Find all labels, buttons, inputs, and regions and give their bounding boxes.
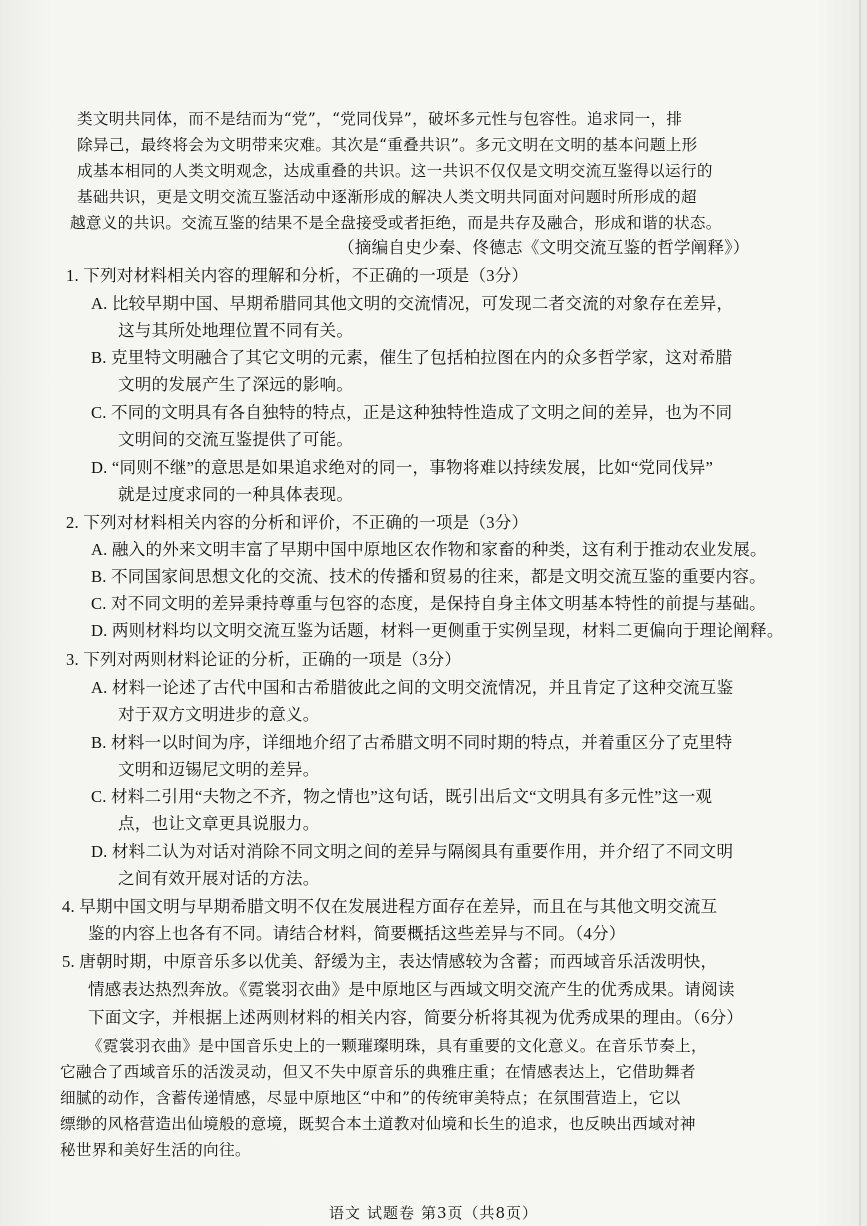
- q3-option-b: B. 材料一以时间为序，详细地介绍了古希腊文明不同时期的特点，并着重区分了克里特: [91, 733, 733, 752]
- question-5-line: 下面文字，并根据上述两则材料的相关内容，简要分析将其视为优秀成果的理由。（6分）: [88, 1008, 744, 1027]
- q5-passage-line: 缥缈的风格营造出仙境般的意境，既契合本土道教对仙境和长生的追求，也反映出西域对神: [60, 1115, 696, 1133]
- question-5-line: 5. 唐朝时期，中原音乐多以优美、舒缓为主，表达情感较为含蓄；而西域音乐活泼明快，: [62, 952, 718, 971]
- q3-option-a-cont: 对于双方文明进步的意义。: [118, 705, 320, 724]
- q3-option-c: C. 材料二引用“夫物之不齐，物之情也”这句话，既引出后文“文明具有多元性”这一观: [91, 787, 713, 806]
- passage-line: 越意义的共识。交流互鉴的结果不是全盘接受或者拒绝，而是共存及融合，形成和谐的状态。: [70, 214, 722, 232]
- q5-passage-line: 《霓裳羽衣曲》是中国音乐史上的一颗璀璨明珠，具有重要的文化意义。在音乐节奏上，: [87, 1037, 707, 1055]
- footer-page-number: 第3页（共8页）: [420, 1204, 539, 1222]
- q1-option-b-cont: 文明的发展产生了深远的影响。: [118, 375, 354, 394]
- q3-option-b-cont: 文明和迈锡尼文明的差异。: [118, 760, 320, 779]
- q5-passage-line: 细腻的动作，含蓄传递情感，尽显中原地区“中和”的传统审美特点；在氛围营造上，它以: [60, 1089, 681, 1107]
- q1-option-d-cont: 就是过度求同的一种具体表现。: [118, 485, 354, 504]
- passage-line: 类文明共同体，而不是结而为“党”，“党同伐异”，破坏多元性与包容性。追求同一，排: [77, 110, 683, 128]
- q3-option-d: D. 材料二认为对话对消除不同文明之间的差异与隔阂具有重要作用，并介绍了不同文明: [91, 842, 734, 861]
- passage-line: 除异己，最终将会为文明带来灾难。其次是“重叠共识”。多元文明在文明的基本问题上形: [77, 136, 698, 154]
- passage-line: 基础共识，更是文明交流互鉴活动中逐渐形成的解决人类文明共同面对问题时所形成的超: [77, 188, 697, 206]
- q5-passage-line: 秘世界和美好生活的向往。: [60, 1141, 251, 1159]
- q1-option-a: A. 比较早期中国、早期希腊同其他文明的交流情况，可发现二者交流的对象存在差异，: [91, 294, 734, 313]
- q3-option-a: A. 材料一论述了古代中国和古希腊彼此之间的文明交流情况，并且肯定了这种交流互鉴: [91, 678, 734, 697]
- q1-option-c-cont: 文明间的交流互鉴提供了可能。: [118, 430, 354, 449]
- q2-option-b: B. 不同国家间思想文化的交流、技术的传播和贸易的往来，都是文明交流互鉴的重要内容。: [91, 567, 766, 586]
- page-edge: [859, 0, 861, 1226]
- question-4-line: 4. 早期中国文明与早期希腊文明不仅在发展进程方面存在差异，而且在与其他文明交流互: [62, 897, 718, 916]
- q3-option-c-cont: 点，也让文章更具说服力。: [118, 814, 320, 833]
- question-1-stem: 1. 下列对材料相关内容的理解和分析，不正确的一项是（3分）: [66, 266, 529, 285]
- footer-subject: 语文: [328, 1204, 361, 1222]
- q1-option-d: D. “同则不继”的意思是如果追求绝对的同一，事物将难以持续发展，比如“党同伐异”: [91, 458, 714, 477]
- q2-option-d: D. 两则材料均以文明交流互鉴为话题，材料一更侧重于实例呈现，材料二更偏向于理论阐释。: [91, 621, 784, 640]
- q1-option-b: B. 克里特文明融合了其它文明的元素，催生了包括柏拉图在内的众多哲学家，这对希腊: [91, 348, 733, 367]
- page-footer: [0, 1203, 867, 1223]
- q1-option-c: C. 不同的文明具有各自独特的特点，正是这种独特性造成了文明之间的差异，也为不同: [91, 403, 733, 422]
- question-2-stem: 2. 下列对材料相关内容的分析和评价，不正确的一项是（3分）: [66, 513, 529, 532]
- footer-paper: 试题卷: [366, 1204, 415, 1222]
- q5-passage-line: 它融合了西域音乐的活泼灵动，但又不失中原音乐的典雅庄重；在情感表达上，它借助舞者: [60, 1063, 696, 1081]
- q1-option-a-cont: 这与其所处地理位置不同有关。: [118, 321, 354, 340]
- q2-option-c: C. 对不同文明的差异秉持尊重与包容的态度，是保持自身主体文明基本特性的前提与基础。: [91, 594, 766, 613]
- passage-line: 成基本相同的人类文明观念，达成重叠的共识。这一共识不仅仅是文明交流互鉴得以运行的: [77, 162, 713, 180]
- q2-option-a: A. 融入的外来文明丰富了早期中国中原地区农作物和家畜的种类，这有利于推动农业发展。: [91, 540, 767, 559]
- source-citation: （摘编自史少秦、佟德志《文明交流互鉴的哲学阐释》）: [338, 238, 750, 257]
- question-4-line: 鉴的内容上也各有不同。请结合材料，简要概括这些差异与不同。（4分）: [88, 924, 626, 943]
- q3-option-d-cont: 之间有效开展对话的方法。: [118, 869, 320, 888]
- question-3-stem: 3. 下列对两则材料论证的分析，正确的一项是（3分）: [66, 650, 462, 669]
- question-5-line: 情感表达热烈奔放。《霓裳羽衣曲》是中原地区与西域文明交流产生的优秀成果。请阅读: [88, 980, 735, 999]
